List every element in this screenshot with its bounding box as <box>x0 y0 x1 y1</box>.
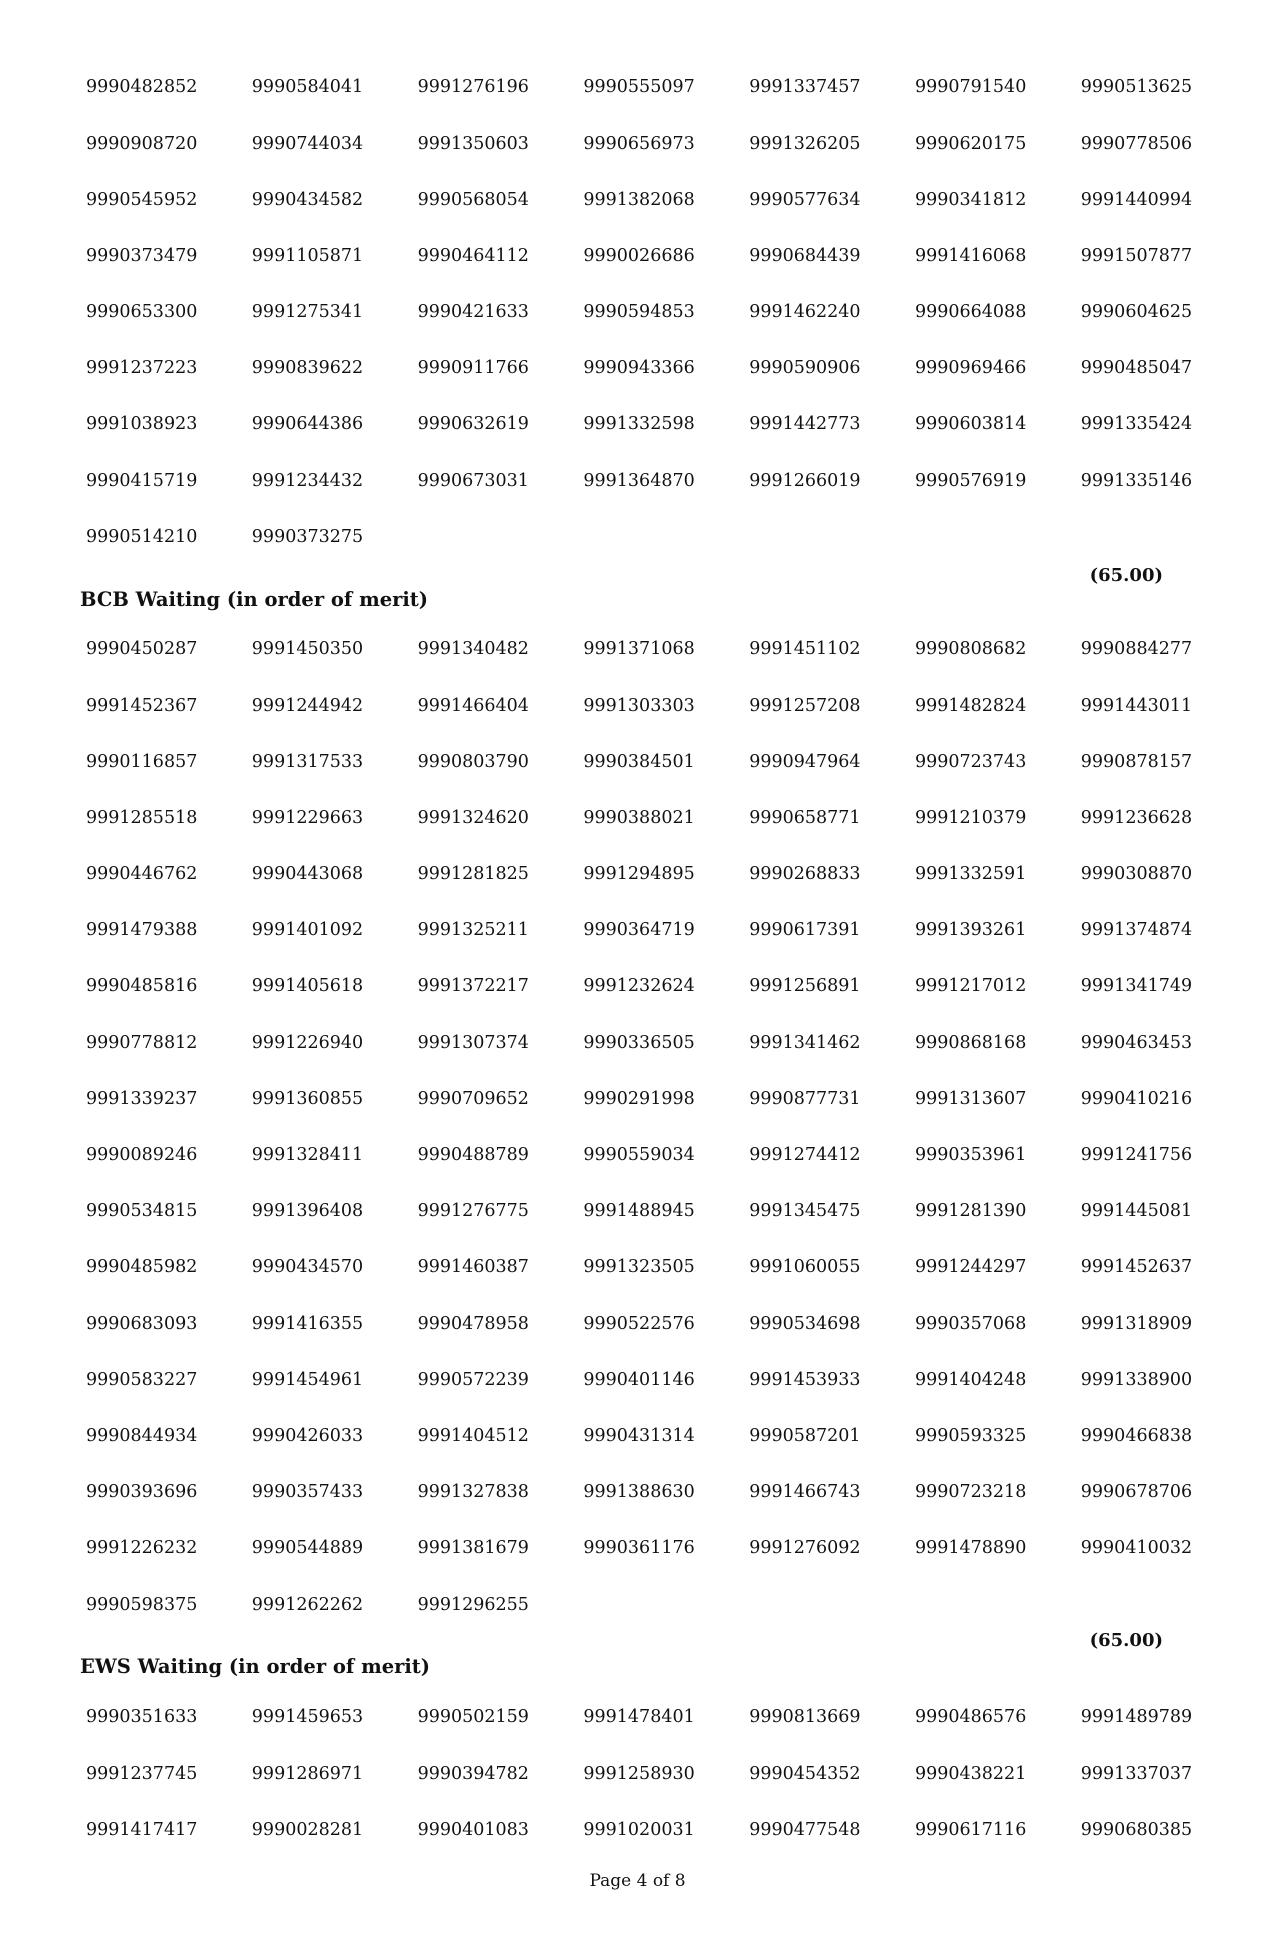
roll-number: 9991274412 <box>749 1145 861 1166</box>
roll-number: 9990653300 <box>86 302 198 323</box>
roll-number: 9990617116 <box>914 1819 1027 1840</box>
table-row <box>86 172 1252 228</box>
roll-number: 9991478890 <box>914 1538 1027 1559</box>
roll-number: 9990410216 <box>1080 1088 1193 1109</box>
roll-number: 9990544889 <box>251 1538 364 1559</box>
roll-number: 9990947964 <box>749 751 861 772</box>
roll-number: 9991445081 <box>1080 1201 1193 1222</box>
table-row <box>86 1240 1252 1296</box>
roll-number: 9991460387 <box>417 1257 529 1278</box>
roll-number: 9991313607 <box>914 1088 1027 1109</box>
table-row <box>86 678 1252 734</box>
roll-number: 9991374874 <box>1080 920 1193 941</box>
roll-number: 9990559034 <box>583 1145 695 1166</box>
roll-number: 9991443011 <box>1080 695 1193 716</box>
roll-number: 9991318909 <box>1080 1313 1193 1334</box>
roll-number: 9990664088 <box>914 302 1027 323</box>
roll-number: 9990911766 <box>417 358 529 379</box>
table-row <box>86 341 1252 397</box>
roll-number: 9991404248 <box>914 1369 1027 1390</box>
roll-number: 9990587201 <box>749 1425 861 1446</box>
roll-number: 9991038923 <box>86 414 198 435</box>
roll-number: 9990632619 <box>417 414 529 435</box>
roll-number: 9990421633 <box>417 302 529 323</box>
roll-number: 9991341749 <box>1080 976 1193 997</box>
roll-number: 9991332591 <box>914 864 1027 885</box>
roll-number: 9990598375 <box>86 1594 198 1615</box>
roll-number: 9990572239 <box>417 1369 529 1390</box>
roll-number: 9990617391 <box>749 920 861 941</box>
table-row <box>86 1409 1252 1465</box>
roll-number: 9990438221 <box>914 1763 1027 1784</box>
roll-number: 9991244297 <box>914 1257 1027 1278</box>
roll-number: 9990808682 <box>914 639 1027 660</box>
roll-number: 9990590906 <box>749 358 861 379</box>
roll-number: 9991296255 <box>417 1594 529 1615</box>
table-row <box>86 847 1252 903</box>
roll-number: 9990488789 <box>417 1145 529 1166</box>
roll-number: 9991416068 <box>914 245 1027 266</box>
roll-number: 9990680385 <box>1080 1819 1193 1840</box>
roll-number: 9991350603 <box>417 133 529 154</box>
roll-number: 9991217012 <box>914 976 1027 997</box>
table-row <box>86 1802 1252 1858</box>
roll-number: 9991210379 <box>914 807 1027 828</box>
roll-number: 9991401092 <box>251 920 364 941</box>
roll-number: 9990884277 <box>1080 639 1193 660</box>
table-row <box>86 1128 1252 1184</box>
roll-number: 9991256891 <box>749 976 861 997</box>
table-row <box>86 1184 1252 1240</box>
roll-number: 9990513625 <box>1080 77 1193 98</box>
roll-number: 9991388630 <box>583 1482 695 1503</box>
roll-number: 9990482852 <box>86 77 198 98</box>
roll-number: 9990583227 <box>86 1369 198 1390</box>
roll-number: 9990388021 <box>583 807 695 828</box>
roll-number: 9990426033 <box>251 1425 364 1446</box>
roll-number: 9991507877 <box>1080 245 1193 266</box>
roll-number: 9990603814 <box>914 414 1027 435</box>
roll-number: 9990577634 <box>749 189 861 210</box>
roll-number: 9990502159 <box>417 1707 529 1728</box>
roll-number: 9990868168 <box>914 1032 1027 1053</box>
roll-number: 9990485047 <box>1080 358 1193 379</box>
table-row <box>86 1465 1252 1521</box>
roll-number: 9991276092 <box>749 1538 861 1559</box>
roll-number: 9990723743 <box>914 751 1027 772</box>
roll-number: 9990683093 <box>86 1313 198 1334</box>
roll-number: 9990522576 <box>583 1313 695 1334</box>
roll-number: 9990364719 <box>583 920 695 941</box>
roll-number: 9991234432 <box>251 470 364 491</box>
roll-number: 9990410032 <box>1080 1538 1193 1559</box>
roll-number: 9991237745 <box>86 1763 198 1784</box>
table-row <box>86 1690 1252 1746</box>
roll-number: 9990394782 <box>417 1763 529 1784</box>
cutoff-score-bcb: (65.00) <box>1089 1630 1163 1651</box>
roll-number-grid-top <box>86 60 1252 566</box>
roll-number: 9991382068 <box>583 189 695 210</box>
roll-number: 9990336505 <box>583 1032 695 1053</box>
roll-number: 9990877731 <box>749 1088 861 1109</box>
section-heading-bcb-waiting: BCB Waiting (in order of merit) <box>80 588 429 611</box>
table-row <box>86 116 1252 172</box>
roll-number: 9990351633 <box>86 1707 198 1728</box>
roll-number: 9990791540 <box>914 77 1027 98</box>
roll-number: 9990361176 <box>583 1538 695 1559</box>
roll-number: 9990813669 <box>749 1707 861 1728</box>
roll-number: 9991226940 <box>251 1032 364 1053</box>
roll-number: 9990446762 <box>86 864 198 885</box>
roll-number: 9990969466 <box>914 358 1027 379</box>
roll-number: 9991281825 <box>417 864 529 885</box>
roll-number: 9990477548 <box>749 1819 861 1840</box>
cutoff-score-top: (65.00) <box>1089 565 1163 586</box>
roll-number: 9991244942 <box>251 695 364 716</box>
roll-number: 9991393261 <box>914 920 1027 941</box>
roll-number: 9990341812 <box>914 189 1027 210</box>
roll-number: 9990357068 <box>914 1313 1027 1334</box>
roll-number: 9990594853 <box>583 302 695 323</box>
roll-number: 9990584041 <box>251 77 364 98</box>
roll-number: 9990291998 <box>583 1088 695 1109</box>
roll-number: 9990620175 <box>914 133 1027 154</box>
roll-number: 9991324620 <box>417 807 529 828</box>
roll-number: 9991482824 <box>914 695 1027 716</box>
roll-number-grid-ews <box>86 1690 1252 1859</box>
table-row <box>86 229 1252 285</box>
roll-number: 9991454961 <box>251 1369 364 1390</box>
roll-number: 9991226232 <box>86 1538 198 1559</box>
roll-number: 9991452637 <box>1080 1257 1193 1278</box>
roll-number: 9991404512 <box>417 1425 529 1446</box>
roll-number: 9991416355 <box>251 1313 364 1334</box>
table-row <box>86 1577 1252 1633</box>
table-row <box>86 1296 1252 1352</box>
roll-number: 9990268833 <box>749 864 861 885</box>
roll-number: 9991417417 <box>86 1819 198 1840</box>
roll-number: 9991337037 <box>1080 1763 1193 1784</box>
roll-number: 9990373275 <box>251 526 364 547</box>
roll-number: 9990576919 <box>914 470 1027 491</box>
roll-number: 9991335424 <box>1080 414 1193 435</box>
roll-number: 9991337457 <box>749 77 861 98</box>
roll-number: 9991372217 <box>417 976 529 997</box>
roll-number: 9990415719 <box>86 470 198 491</box>
roll-number: 9991451102 <box>749 639 861 660</box>
roll-number: 9990839622 <box>251 358 364 379</box>
table-row <box>86 1015 1252 1071</box>
roll-number: 9990678706 <box>1080 1482 1193 1503</box>
roll-number: 9991339237 <box>86 1088 198 1109</box>
roll-number: 9991257208 <box>749 695 861 716</box>
roll-number: 9991276775 <box>417 1201 529 1222</box>
roll-number: 9990555097 <box>583 77 695 98</box>
roll-number: 9991237223 <box>86 358 198 379</box>
table-row <box>86 60 1252 116</box>
roll-number: 9990684439 <box>749 245 861 266</box>
roll-number: 9991478401 <box>583 1707 695 1728</box>
roll-number: 9990464112 <box>417 245 529 266</box>
roll-number: 9991479388 <box>86 920 198 941</box>
roll-number: 9990443068 <box>251 864 364 885</box>
roll-number: 9990485816 <box>86 976 198 997</box>
roll-number: 9990454352 <box>749 1763 861 1784</box>
roll-number: 9991236628 <box>1080 807 1193 828</box>
roll-number: 9990463453 <box>1080 1032 1193 1053</box>
roll-number: 9990466838 <box>1080 1425 1193 1446</box>
roll-number: 9990089246 <box>86 1145 198 1166</box>
roll-number-grid-bcb <box>86 622 1252 1633</box>
section-heading-ews-waiting: EWS Waiting (in order of merit) <box>80 1655 431 1678</box>
roll-number: 9991286971 <box>251 1763 364 1784</box>
roll-number: 9990709652 <box>417 1088 529 1109</box>
table-row <box>86 1072 1252 1128</box>
roll-number: 9991285518 <box>86 807 198 828</box>
table-row <box>86 453 1252 509</box>
table-row <box>86 397 1252 453</box>
roll-number: 9991060055 <box>749 1257 861 1278</box>
roll-number: 9991317533 <box>251 751 364 772</box>
roll-number: 9991466404 <box>417 695 529 716</box>
roll-number: 9990514210 <box>86 526 198 547</box>
roll-number: 9991327838 <box>417 1482 529 1503</box>
roll-number: 9990943366 <box>583 358 695 379</box>
roll-number: 9990778812 <box>86 1032 198 1053</box>
table-row <box>86 285 1252 341</box>
roll-number: 9991229663 <box>251 807 364 828</box>
table-row <box>86 1521 1252 1577</box>
roll-number: 9991364870 <box>583 470 695 491</box>
roll-number: 9991232624 <box>583 976 695 997</box>
roll-number: 9991405618 <box>251 976 364 997</box>
table-row <box>86 1352 1252 1408</box>
roll-number: 9990434570 <box>251 1257 364 1278</box>
roll-number: 9990723218 <box>914 1482 1027 1503</box>
roll-number: 9990908720 <box>86 133 198 154</box>
roll-number: 9990878157 <box>1080 751 1193 772</box>
roll-number: 9991396408 <box>251 1201 364 1222</box>
table-row <box>86 734 1252 790</box>
roll-number: 9990744034 <box>251 133 364 154</box>
roll-number: 9990534815 <box>86 1201 198 1222</box>
roll-number: 9991450350 <box>251 639 364 660</box>
roll-number: 9990357433 <box>251 1482 364 1503</box>
table-row <box>86 622 1252 678</box>
roll-number: 9990803790 <box>417 751 529 772</box>
table-row <box>86 959 1252 1015</box>
roll-number: 9991281390 <box>914 1201 1027 1222</box>
table-row <box>86 791 1252 847</box>
roll-number: 9990401146 <box>583 1369 695 1390</box>
roll-number: 9991276196 <box>417 77 529 98</box>
roll-number: 9990353961 <box>914 1145 1027 1166</box>
roll-number: 9991332598 <box>583 414 695 435</box>
roll-number: 9990486576 <box>914 1707 1027 1728</box>
roll-number: 9991452367 <box>86 695 198 716</box>
roll-number: 9990604625 <box>1080 302 1193 323</box>
roll-number: 9990384501 <box>583 751 695 772</box>
roll-number: 9991303303 <box>583 695 695 716</box>
roll-number: 9991323505 <box>583 1257 695 1278</box>
roll-number: 9991294895 <box>583 864 695 885</box>
roll-number: 9991442773 <box>749 414 861 435</box>
roll-number: 9990593325 <box>914 1425 1027 1446</box>
roll-number: 9990431314 <box>583 1425 695 1446</box>
table-row <box>86 510 1252 566</box>
roll-number: 9991462240 <box>749 302 861 323</box>
roll-number: 9991341462 <box>749 1032 861 1053</box>
roll-number: 9991488945 <box>583 1201 695 1222</box>
roll-number: 9990656973 <box>583 133 695 154</box>
roll-number: 9990028281 <box>251 1819 364 1840</box>
roll-number: 9991325211 <box>417 920 529 941</box>
roll-number: 9991340482 <box>417 639 529 660</box>
roll-number: 9990534698 <box>749 1313 861 1334</box>
roll-number: 9991105871 <box>251 245 364 266</box>
table-row <box>86 903 1252 959</box>
roll-number: 9991328411 <box>251 1145 364 1166</box>
roll-number: 9990658771 <box>749 807 861 828</box>
roll-number: 9991338900 <box>1080 1369 1193 1390</box>
roll-number: 9990644386 <box>251 414 364 435</box>
roll-number: 9991453933 <box>749 1369 861 1390</box>
roll-number: 9991466743 <box>749 1482 861 1503</box>
roll-number: 9990393696 <box>86 1482 198 1503</box>
roll-number: 9990434582 <box>251 189 364 210</box>
roll-number: 9991307374 <box>417 1032 529 1053</box>
roll-number: 9991459653 <box>251 1707 364 1728</box>
roll-number: 9991258930 <box>583 1763 695 1784</box>
roll-number: 9991326205 <box>749 133 861 154</box>
roll-number: 9990844934 <box>86 1425 198 1446</box>
roll-number: 9991345475 <box>749 1201 861 1222</box>
roll-number: 9990308870 <box>1080 864 1193 885</box>
table-row <box>86 1746 1252 1802</box>
roll-number: 9991440994 <box>1080 189 1193 210</box>
roll-number: 9990485982 <box>86 1257 198 1278</box>
roll-number: 9991360855 <box>251 1088 364 1109</box>
roll-number: 9990778506 <box>1080 133 1193 154</box>
roll-number: 9991020031 <box>583 1819 695 1840</box>
roll-number: 9991489789 <box>1080 1707 1193 1728</box>
roll-number: 9990673031 <box>417 470 529 491</box>
roll-number: 9990568054 <box>417 189 529 210</box>
roll-number: 9990116857 <box>86 751 198 772</box>
page-number: Page 4 of 8 <box>589 1871 686 1891</box>
roll-number: 9990373479 <box>86 245 198 266</box>
roll-number: 9991262262 <box>251 1594 364 1615</box>
roll-number: 9990450287 <box>86 639 198 660</box>
roll-number: 9991381679 <box>417 1538 529 1559</box>
roll-number: 9991335146 <box>1080 470 1193 491</box>
roll-number: 9991371068 <box>583 639 695 660</box>
roll-number: 9990026686 <box>583 245 695 266</box>
roll-number: 9990401083 <box>417 1819 529 1840</box>
roll-number: 9991275341 <box>251 302 364 323</box>
roll-number: 9991241756 <box>1080 1145 1193 1166</box>
roll-number: 9990478958 <box>417 1313 529 1334</box>
roll-number: 9990545952 <box>86 189 198 210</box>
roll-number: 9991266019 <box>749 470 861 491</box>
